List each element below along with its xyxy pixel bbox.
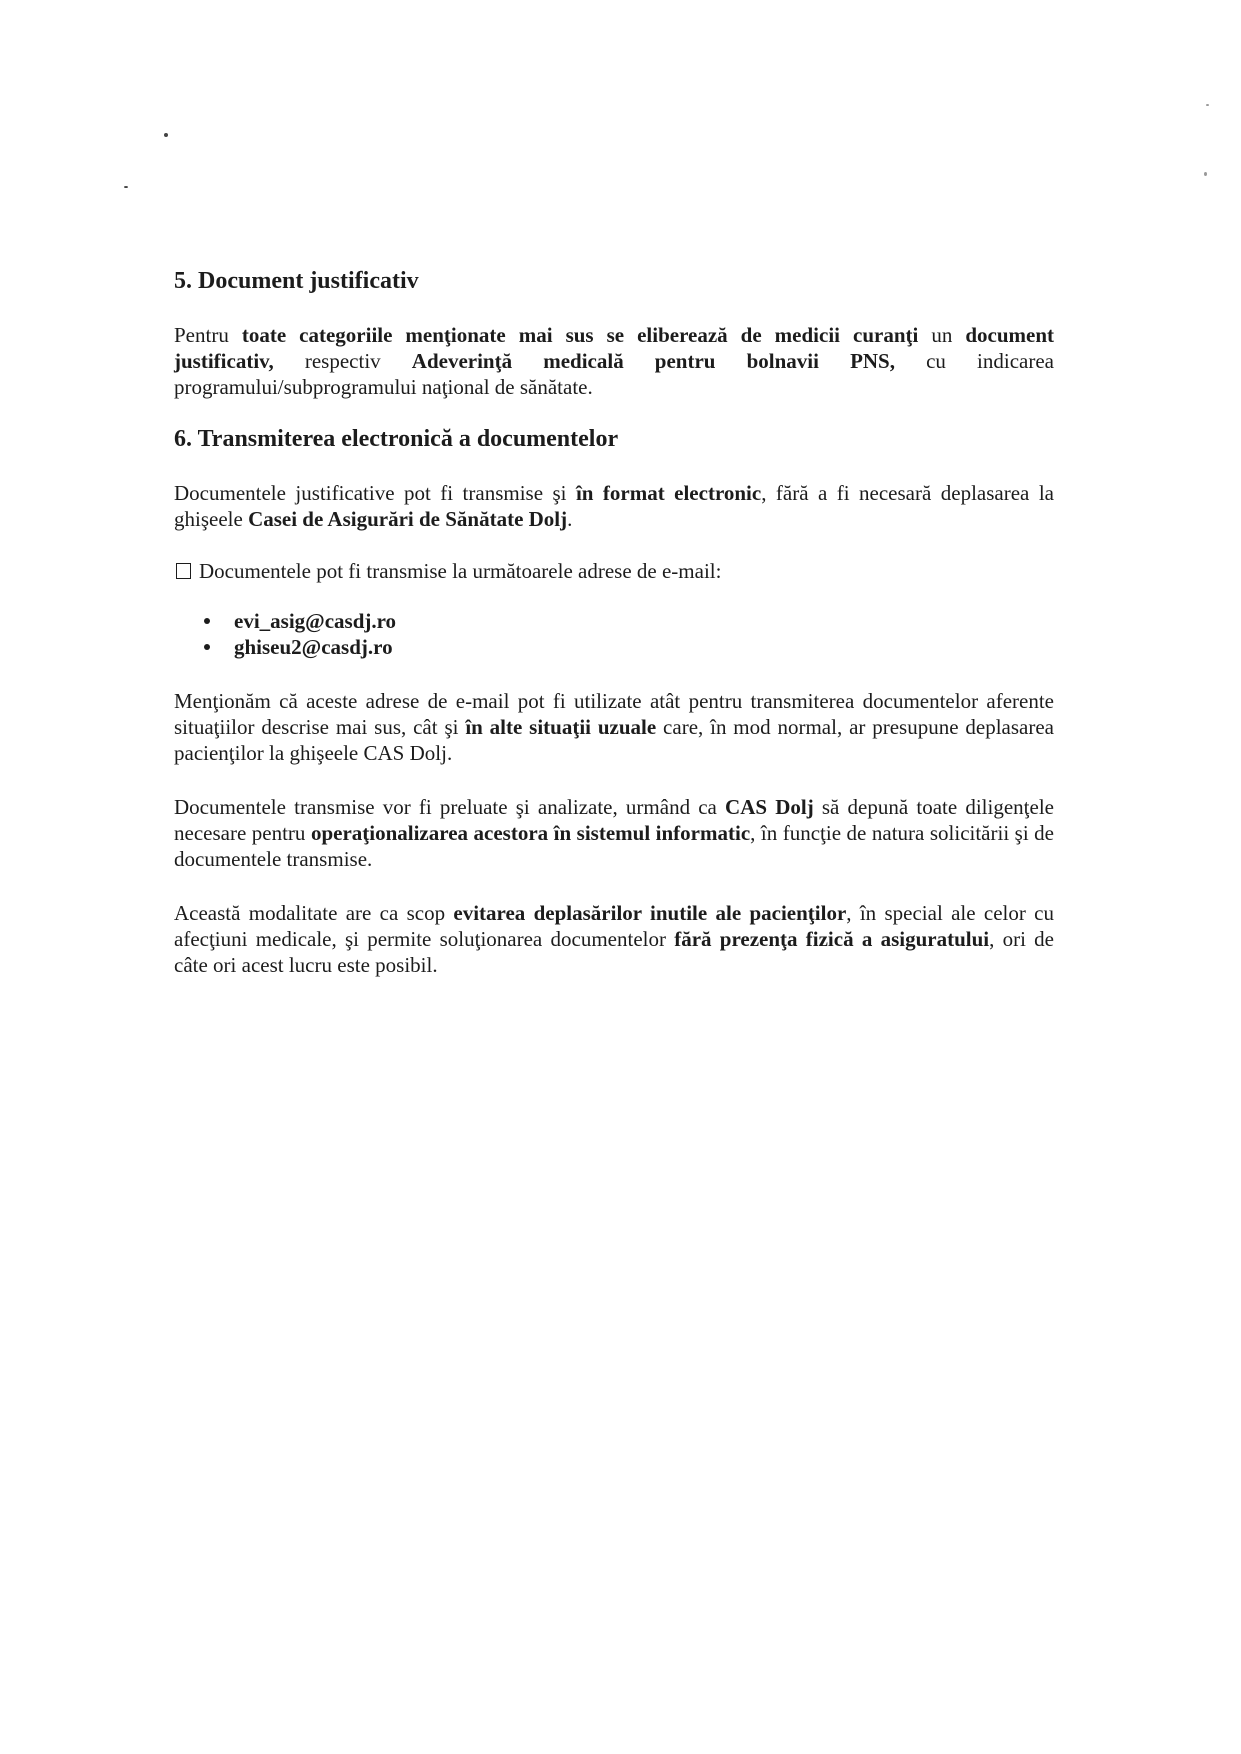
text-run: , în funcţie de natura solicitării şi de documentele transmise. <box>174 821 1055 871</box>
text-run: Menţionăm că aceste adrese de e-mail pot fi utilizate atât pentru transmiterea documentelor aferente situaţiilor descrise mai sus, cât şi <box>174 689 1054 739</box>
bold-text-run: document justificativ, <box>174 323 1055 373</box>
text-run: Documentele transmise vor fi preluate şi analizate, urmând ca <box>174 795 726 819</box>
text-run: , ori de câte ori acest lucru este posibil. <box>174 927 1054 977</box>
text-run: Această modalitate are ca scop <box>174 901 454 925</box>
bold-text-run: operaţionalizarea acestora în sistemul informatic <box>310 821 751 845</box>
bold-text-run: în format electronic <box>575 481 762 505</box>
bold-text-run: în alte situaţii uzuale <box>465 715 657 739</box>
email-address: ghiseu2@casdj.ro <box>234 635 393 659</box>
email-list <box>174 608 1054 660</box>
list-item <box>204 634 1054 660</box>
checkbox-icon <box>176 563 191 579</box>
document-body <box>174 266 1054 978</box>
section-6-heading: 6. Transmiterea electronică a documentelor <box>174 426 619 452</box>
text-run: care, în mod normal, ar presupune deplasarea pacienţilor la ghişeele CAS Dolj. <box>174 715 1054 765</box>
bold-text-run: CAS Dolj <box>725 795 814 819</box>
bullet-icon <box>204 618 210 624</box>
text-run: Documentele justificative pot fi transmise şi <box>174 481 576 505</box>
email-intro-text: Documentele pot fi transmise la următoarele adrese de e-mail: <box>199 559 722 583</box>
scan-speck <box>124 186 128 188</box>
bold-text-run: fără prezenţa fizică a asiguratului <box>674 927 990 951</box>
text-run: un <box>918 323 966 347</box>
text-run: cu indicarea programului/subprogramului naţional de sănătate. <box>174 349 1054 399</box>
text-run: , fără a fi necesară deplasarea la ghişeele <box>174 481 1054 531</box>
bold-text-run: evitarea deplasărilor inutile ale pacienţilor <box>453 901 847 925</box>
email-address: evi_asig@casdj.ro <box>234 609 397 633</box>
text-run: . <box>567 507 573 531</box>
list-item <box>204 608 1054 634</box>
scan-speck <box>1204 172 1207 176</box>
text-run: Pentru <box>174 323 242 347</box>
section-5-heading: 5. Document justificativ <box>174 268 419 294</box>
email-intro-line <box>174 558 1054 584</box>
scan-speck <box>1206 104 1209 106</box>
text-run: respectiv <box>273 349 412 373</box>
section-6-paragraph-3 <box>174 794 1054 872</box>
bold-text-run: Casei de Asigurări de Sănătate Dolj <box>248 507 568 531</box>
text-run: să depună toate diligenţele necesare pentru <box>174 795 1054 845</box>
bold-text-run: Adeverinţă medicală pentru bolnavii PNS, <box>411 349 895 373</box>
bold-text-run: toate categoriile menţionate mai sus se eliberează de medicii curanţi <box>241 323 919 347</box>
bullet-icon <box>204 644 210 650</box>
section-6-paragraph-1 <box>174 480 1054 532</box>
section-6-paragraph-2 <box>174 688 1054 766</box>
section-6-paragraph-4 <box>174 900 1054 978</box>
section-5-paragraph <box>174 322 1054 400</box>
text-run: , în special ale celor cu afecţiuni medicale, şi permite soluţionarea documentelor <box>174 901 1054 951</box>
scan-speck <box>164 133 168 137</box>
